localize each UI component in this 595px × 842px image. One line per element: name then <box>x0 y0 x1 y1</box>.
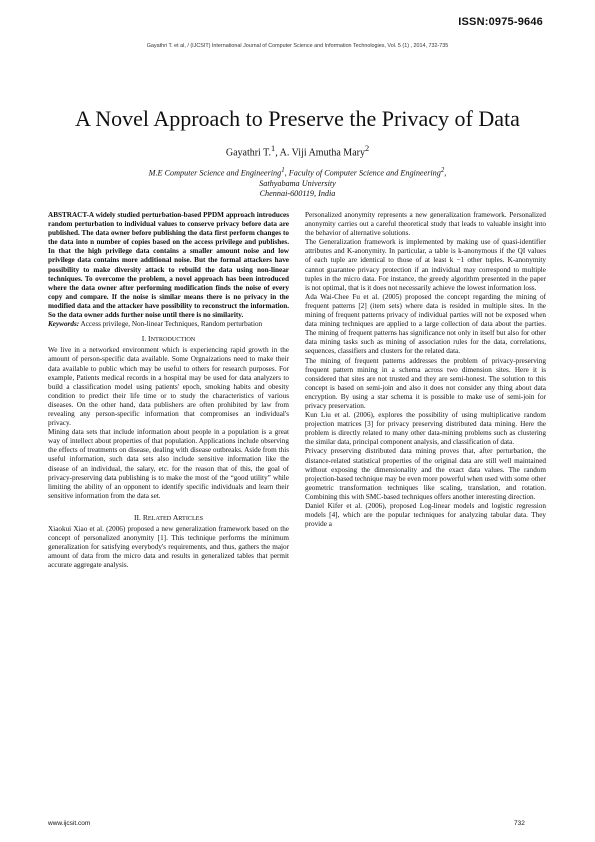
section-heading-introduction <box>48 334 289 344</box>
affiliation-line <box>0 166 595 179</box>
section-title-rest: RTICLES <box>178 514 204 522</box>
author-separator: , <box>275 147 280 159</box>
section-heading-related-articles <box>48 513 289 523</box>
affiliation-text: M.E Computer Science and Engineering <box>148 168 282 178</box>
affiliation-superscript: 1 <box>281 167 285 174</box>
author-superscript: 2 <box>364 144 370 153</box>
affiliation-text: , Faculty of Computer Science and Engineering <box>284 168 441 178</box>
section-title-rest: NTRODUCTION <box>150 336 196 344</box>
body-paragraph: We live in a networked environment which is experiencing rapid growth in the amount of person-specific data available. Some Orgnaizations need to make their data available to public which may be useful to others for research purposes. For example, Patients medical records in a hospital may be used for data analyzers to build a classification model using patients' epoch, smoking habits and obesity condition to predict their life time or to study the characteristics of various diseases. On the other hand, data publishers are often prohibited by law from revealing any person-specific information that compromises an individual's privacy. <box>48 346 289 428</box>
body-paragraph: Ada Wai-Chee Fu et al. (2005) proposed the concept regarding the mining of frequent patterns [2] (item sets) where data is resided in multiple sites. In the mining of frequent patterns privacy of individual parties will not be exposed when data mining techniques are applied to a large collection of data about the parties. The mining of frequent patterns has significance not only in itself but also for other data mining tasks such as mining of association rules for the data, correlations, sequences, classifiers and clusters for the related data. <box>305 292 546 356</box>
affiliation-block <box>0 166 595 199</box>
keywords-text: Access privilege, Non-linear Techniques, Random perturbation <box>79 320 263 329</box>
issn-label: ISSN:0975-9646 <box>458 16 543 28</box>
right-column <box>305 211 546 806</box>
author-name: A. Viji Amutha Mary <box>279 147 365 159</box>
abstract-paragraph: ABSTRACT-A widely studied perturbation-based PPDM approach introduces random perturbation to individual values to conserve privacy before data are published. The data owner before publishing the data first perform changes to the data into n number of copies based on the access privilege and publishes. In that the high privilege data contains a smaller amount noise and low privilege data contains more additional noise. But the formal attackers have possibility to make diversity attack to rebuild the data using non-linear techniques. To overcome the problem, a novel approach has been introduced where the data owner after performing modification finds the noise of every copy and compare. If the noise is similar means there is no privacy in the modified data and the attacker have possibility to reconstruct the information. So the data owner adds further noise until there is no similarity. <box>48 211 289 320</box>
author-superscript: 1 <box>271 144 276 153</box>
body-paragraph: Privacy preserving distributed data mining proves that, after perturbation, the distance-related statistical properties of the original data are still well maintained without exposing the dimensionality and the exact data values. The random projection-based technique may be even more powerful when used with some other geometric transformation techniques like scaling, translation, and rotation. Combining this with SMC-based techniques offers another interesting direction. <box>305 447 546 501</box>
section-number: II. <box>133 512 143 522</box>
section-title-initial: A <box>172 512 179 522</box>
body-paragraph: Kun Liu et al. (2006), explores the possibility of using multiplicative random projection matrices [3] for privacy preserving distributed data mining. Here the problem is directly related to many other data-mining problems such as clustering the similar data, principal component analysis, and classification of data. <box>305 411 546 447</box>
left-column <box>48 211 289 806</box>
affiliation-city: Chennai-600119, India <box>259 189 336 199</box>
body-paragraph: Xiaokui Xiao et al. (2006) proposed a new generalization framework based on the concept of personalized anonymity [1]. This technique performs the minimum generalization for satisfying everybody's requirements, and thus, gathers the major amount of data from the micro data and results in generalized tables that permit accurate aggregate analysis. <box>48 525 289 570</box>
affiliation-superscript: 2 <box>440 167 445 174</box>
section-title-initial: R <box>142 512 148 522</box>
section-number: I. <box>141 334 149 344</box>
body-paragraph: The Generalization framework is implemented by making use of quasi-identifier attributes and K-anonymity. In particular, a table is k-anonymous if the QI values of each tuple are identical to those of at least k −1 other tuples. K-anonymity cannot guarantee privacy protection if an individual may correspond to multiple tuples in the micro data. For instance, the greedy algorithm presented in the paper is not optimal, that is it does not necessarily achieve the lowest information loss. <box>305 238 546 292</box>
body-paragraph: Mining data sets that include information about people in a population is a great way of intellect about properties of that population. Applications include observing the effects of treatments on disease, dealing with disease outbreaks. Aside from this useful information, such data sets also include sensitive information like the disease of an individual, the salary, etc. for the reason that of this, the goal of privacy-preserving data publishing is to make the most of the “good utility” while limiting the ability of an opponent to identify specific individuals and learn their sensitive information from the data set. <box>48 428 289 500</box>
affiliation-text: , <box>444 168 447 178</box>
page-number: 732 <box>514 820 525 827</box>
keywords-label: Keywords: <box>48 320 80 329</box>
author-name: Gayathri T. <box>225 147 272 159</box>
affiliation-university: Sathyabama University <box>259 178 336 188</box>
section-title-rest: ELATED <box>147 514 173 522</box>
paper-title: A Novel Approach to Preserve the Privacy of Data <box>75 106 520 131</box>
section-title-initial: I <box>148 334 151 344</box>
body-paragraph: The mining of frequent patterns addresses the problem of privacy-preserving frequent pattern mining in a schema across two dimension sites. Here it is considered that sites are not trusted and they are semi-honest. The solution to this concept is based on semi-join and also it does not consider any thing about data encryption. By using a star schema it is possible to make use of semi-join for privacy preservation. <box>305 356 546 410</box>
body-paragraph: Daniel Kifer et al. (2006), proposed Log-linear models and logistic regression models [4], which are the popular techniques for analyzing tabular data. They provide a <box>305 502 546 529</box>
body-paragraph: Personalized anonymity represents a new generalization framework. Personalized anonymity carries out a careful theoretical study that leads to valuable insight into the behavior of alternative solutions. <box>305 211 546 238</box>
author-line <box>0 144 595 158</box>
keywords-paragraph <box>48 320 289 329</box>
footer-url: www.ijcsit.com <box>48 820 91 827</box>
running-head: Gayathri T. et al, / (IJCSIT) International Journal of Computer Science and Information Technologies, Vol. 5 (1) , 2014, 732-735 <box>146 43 449 49</box>
